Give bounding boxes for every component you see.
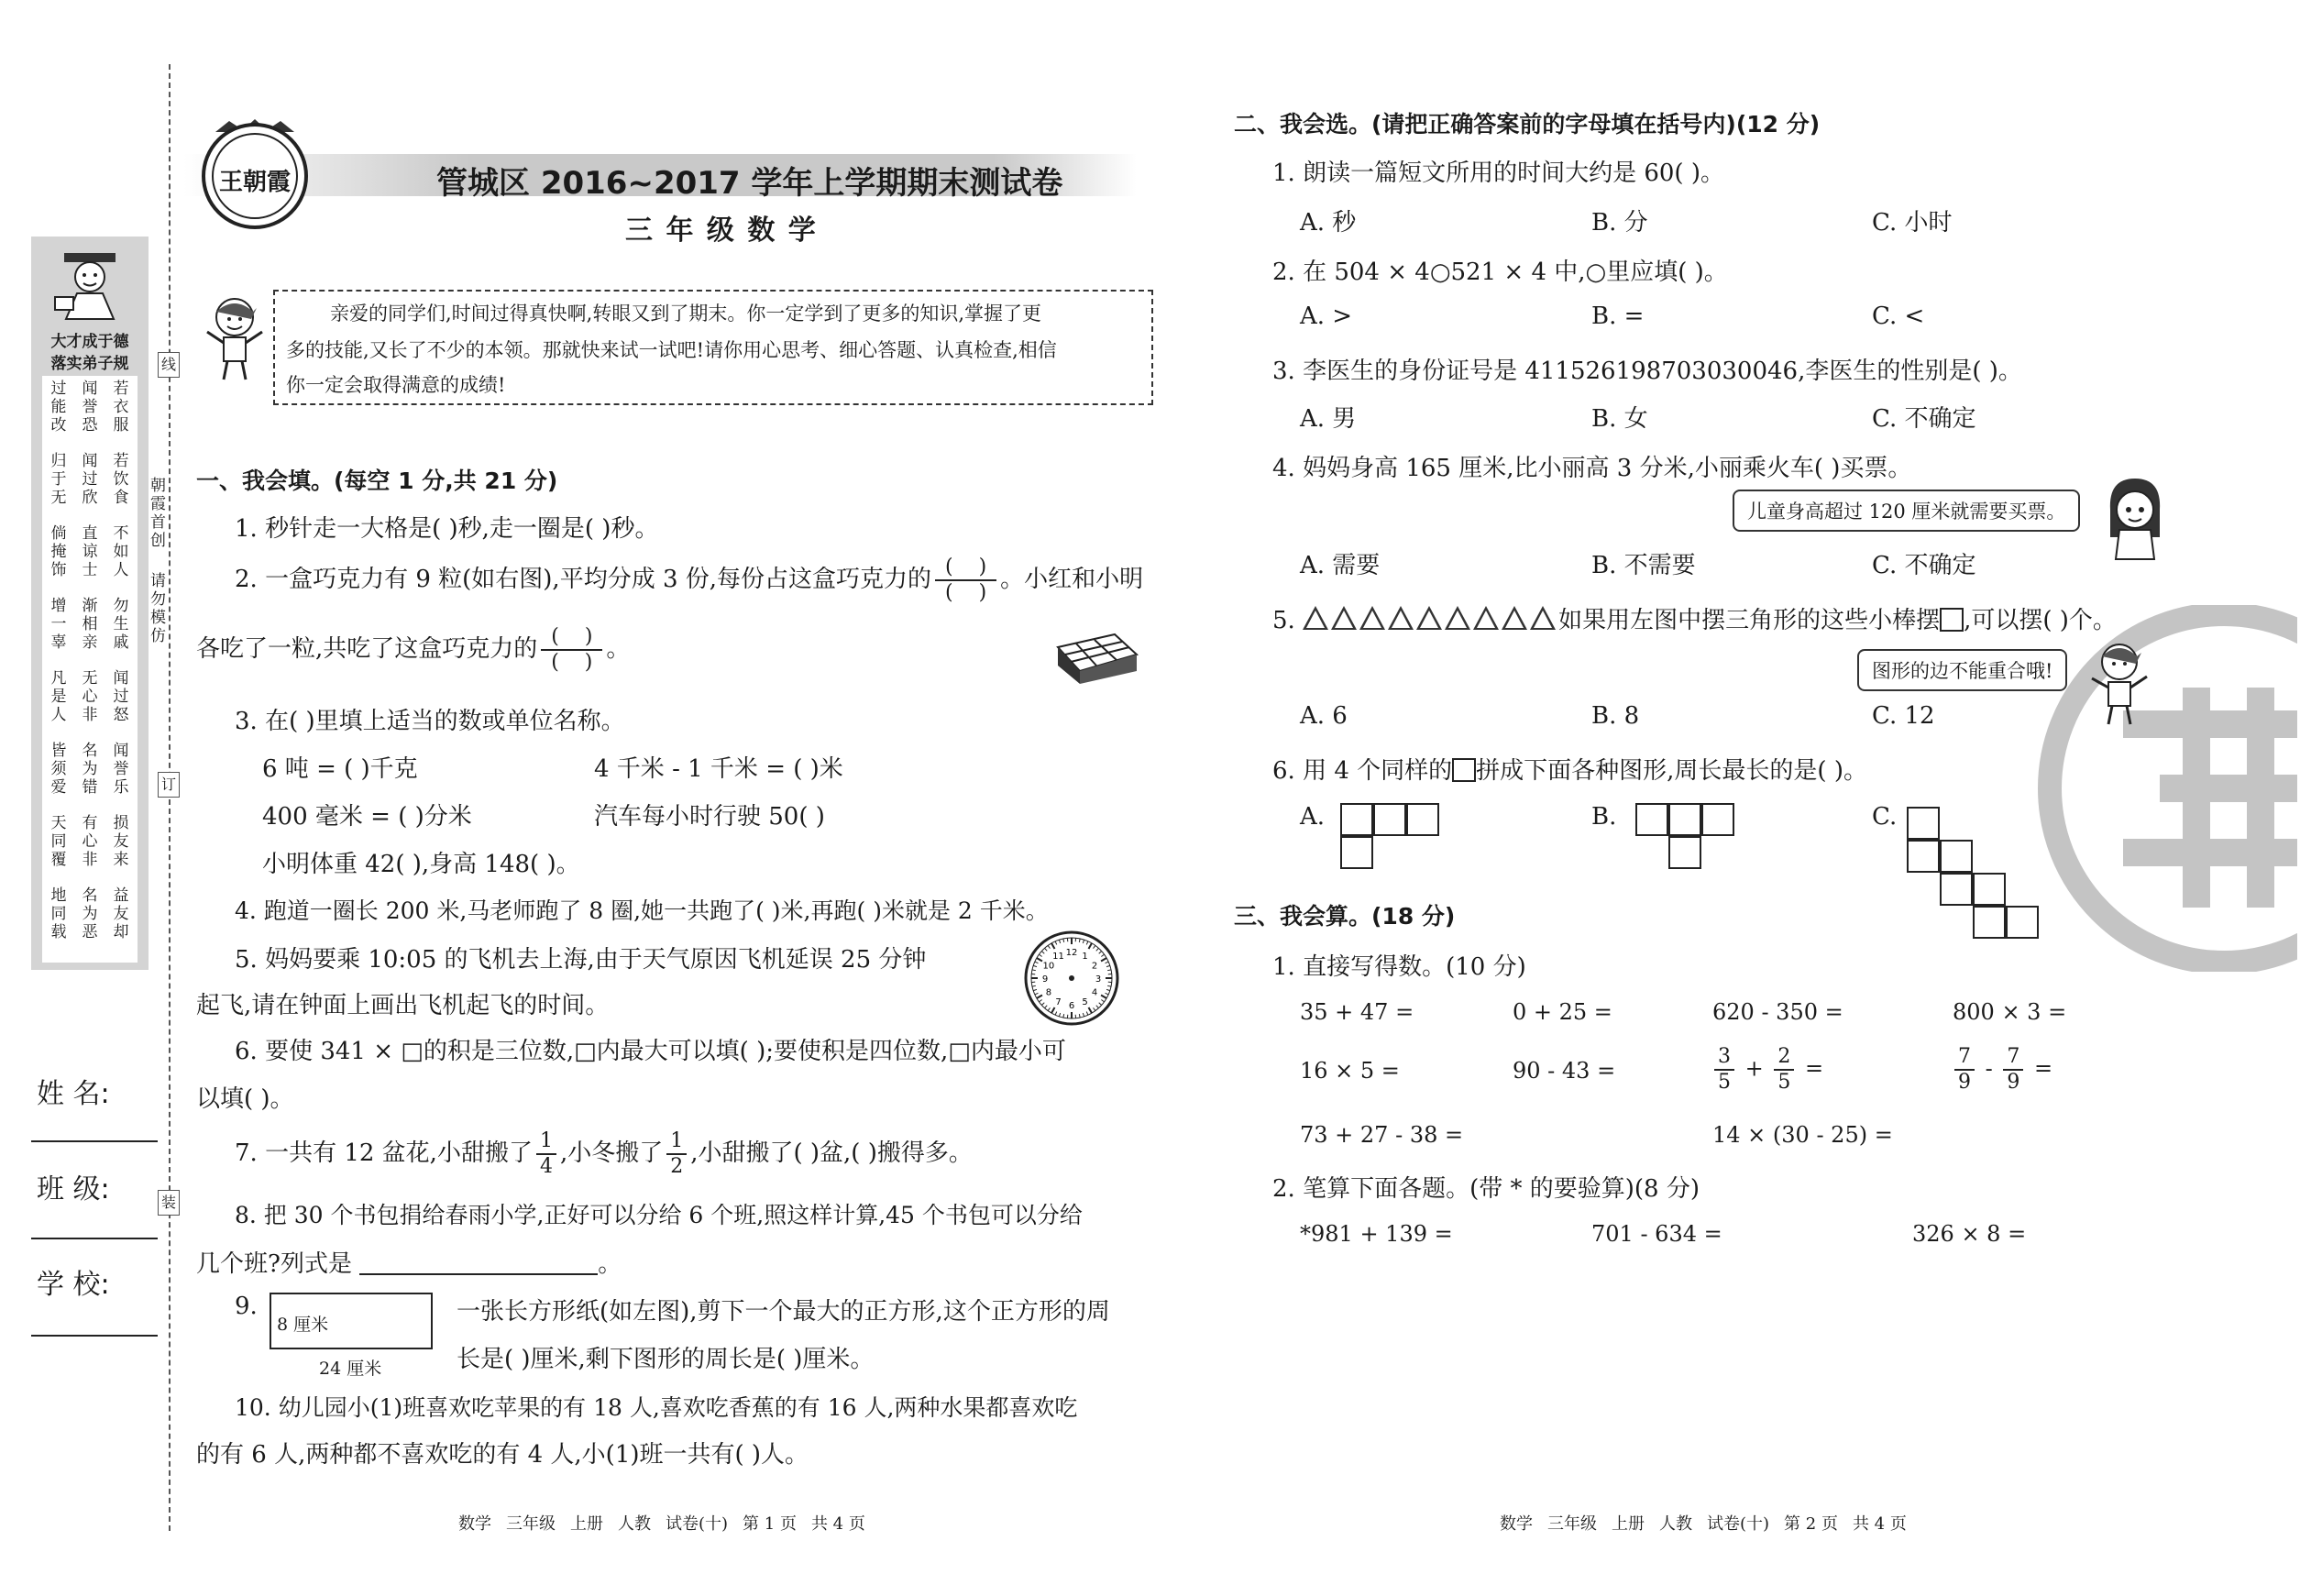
- exam-subject: 三 年 级 数 学: [625, 215, 818, 247]
- s1-q3-r2b: 汽车每小时行驶 50( ): [594, 803, 825, 831]
- edge-rule-bubble: 图形的边不能重合哦!: [1857, 649, 2067, 691]
- s2-q5-num: 5.: [1272, 607, 1295, 634]
- sidebar-verse-group: 名为错: [82, 742, 98, 797]
- s2-q6-opt-c[interactable]: C.: [1872, 803, 1898, 831]
- triangle-icon: [1445, 606, 1470, 630]
- s2-q6: [1272, 752, 1867, 786]
- sidebar-verse-group: 地同载: [50, 886, 67, 941]
- s2-q3-opt-b[interactable]: B. 女: [1591, 405, 1648, 433]
- name-field-line[interactable]: [31, 1140, 158, 1142]
- fold-label-zhuang: 装: [158, 1190, 180, 1216]
- triangle-icon: [1359, 606, 1385, 630]
- footer-right: 数学 三年级 上册 人教 试卷(十) 第 2 页 共 4 页: [1500, 1514, 1907, 1534]
- s1-q10-line1: 10. 幼儿园小(1)班喜欢吃苹果的有 18 人,喜欢吃香蕉的有 16 人,两种水果都喜欢吃: [235, 1394, 1078, 1421]
- s2-q1-opt-b[interactable]: B. 分: [1591, 209, 1648, 237]
- sidebar-motto-2: 落实弟子规: [50, 355, 129, 373]
- sidebar-verse-group: 直谅士: [82, 524, 98, 579]
- sidebar-verse-group: 皆须爱: [50, 742, 67, 797]
- fraction-half: $\frac{1}{2}$: [666, 1131, 687, 1177]
- calc-1: 35 + 47 =: [1300, 999, 1414, 1025]
- s1-q9-line1: 一张长方形纸(如左图),剪下一个最大的正方形,这个正方形的周: [457, 1298, 1110, 1326]
- sidebar-verse-group: 勿生戚: [113, 597, 129, 652]
- calc-9: *981 + 139 =: [1300, 1221, 1453, 1247]
- calc-4: 800 × 3 =: [1953, 999, 2067, 1025]
- s2-q4-opt-c[interactable]: C. 不确定: [1872, 552, 1976, 579]
- s1-q2-line2: [196, 627, 630, 673]
- square-shape-icon: [1452, 758, 1476, 782]
- s2-q3-opt-c[interactable]: C. 不确定: [1872, 405, 1976, 433]
- footer-left: 数学 三年级 上册 人教 试卷(十) 第 1 页 共 4 页: [458, 1514, 865, 1534]
- s1-q8-line1: 8. 把 30 个书包捐给春雨小学,正好可以分给 6 个班,照这样计算,45 个书包可以分给: [235, 1202, 1083, 1228]
- s1-q2-text-d: 。: [606, 635, 631, 663]
- s1-q3-r3: 小明体重 42( ),身高 148( )。: [262, 851, 580, 878]
- school-field-label: 学 校:: [37, 1269, 110, 1301]
- calc-6: 90 - 43 =: [1513, 1058, 1616, 1084]
- calc-8: 14 × (30 - 25) =: [1712, 1122, 1893, 1148]
- s2-q6-text-a: 6. 用 4 个同样的: [1272, 757, 1453, 785]
- sidebar-verse-group: 闻过怒: [113, 669, 129, 724]
- calc-10: 701 - 634 =: [1591, 1221, 1722, 1247]
- s1-q3-r2a: 400 毫米 = ( )分米: [262, 803, 472, 831]
- s1-q8-text-c: 。: [598, 1250, 622, 1278]
- section2-heading: 二、我会选。(请把正确答案前的字母填在括号内)(12 分): [1234, 111, 1821, 138]
- s1-q2-line1: [235, 557, 1143, 603]
- clock-numeral: 8: [1045, 987, 1052, 998]
- mascot-pirate-right: [2086, 636, 2151, 728]
- s1-q9-num: 9.: [235, 1293, 258, 1320]
- s3-sub2: 2. 笔算下面各题。(带 * 的要验算)(8 分): [1272, 1175, 1700, 1203]
- triangle-icon: [1416, 606, 1442, 630]
- s1-q9-line2: 长是( )厘米,剩下图形的周长是( )厘米。: [457, 1346, 875, 1373]
- s2-q6-opt-a[interactable]: A.: [1300, 803, 1326, 831]
- clock-numeral: 6: [1068, 1001, 1075, 1011]
- triangle-sticks-figure: [1303, 607, 1558, 634]
- rectangle-figure: [270, 1293, 433, 1349]
- sidebar-verse-group: 倘掩饰: [50, 524, 67, 579]
- shape-option-c: [1907, 807, 2046, 944]
- s2-q4: 4. 妈妈身高 165 厘米,比小丽高 3 分米,小丽乘火车( )买票。: [1272, 455, 1912, 482]
- triangle-icon: [1502, 606, 1527, 630]
- sidebar-motto-panel: [31, 237, 149, 970]
- s2-q4-opt-a[interactable]: A. 需要: [1300, 552, 1381, 579]
- sidebar-verse-group: 增一辜: [50, 597, 67, 652]
- s1-q2-text-a: 2. 一盒巧克力有 9 粒(如右图),平均分成 3 份,每份占这盒巧克力的: [235, 566, 932, 593]
- fold-label-ding: 订: [158, 772, 180, 798]
- logo-text: 王朝霞: [218, 169, 291, 196]
- side-note-1: 朝霞首创: [150, 477, 166, 550]
- sidebar-verse-group: 损友来: [113, 814, 129, 869]
- sidebar-motto-1: 大才成于德: [50, 333, 129, 351]
- s1-q4: 4. 跑道一圈长 200 米,马老师跑了 8 圈,她一共跑了( )米,再跑( )米就是 2 千米。: [235, 897, 1049, 924]
- s1-q6-line1: 6. 要使 341 × □的积是三位数,□内最大可以填( );要使积是四位数,□内最小可: [235, 1038, 1066, 1065]
- calc-3: 620 - 350 =: [1712, 999, 1843, 1025]
- s1-q5-line2: 起飞,请在钟面上画出飞机起飞的时间。: [196, 992, 610, 1019]
- s1-q8-line2: [196, 1245, 622, 1279]
- sidebar-verse-group: 过能改: [50, 380, 67, 435]
- mascot-pirate-left: [202, 292, 268, 383]
- s1-q2-text-c: 各吃了一粒,共吃了这盒巧克力的: [196, 635, 538, 663]
- school-field-line[interactable]: [31, 1335, 158, 1337]
- rect-width-label: 24 厘米: [319, 1359, 382, 1379]
- s2-q2-opt-a[interactable]: A. >: [1300, 303, 1353, 330]
- sidebar-verse-group: 闻誉恐: [82, 380, 98, 435]
- calc-11: 326 × 8 =: [1912, 1221, 2027, 1247]
- s2-q5-opt-a[interactable]: A. 6: [1300, 702, 1348, 730]
- triangle-icon: [1473, 606, 1499, 630]
- sidebar-verse-panel: [42, 376, 138, 963]
- sidebar-verse-group: 若衣服: [113, 380, 129, 435]
- section1-heading: 一、我会填。(每空 1 分,共 21 分): [196, 468, 558, 494]
- sidebar-verse-group: 益友却: [113, 886, 129, 941]
- clock-numeral: 1: [1082, 951, 1088, 962]
- s2-q6-text-b: 拼成下面各种图形,周长最长的是( )。: [1476, 757, 1867, 785]
- clock-numeral: 5: [1082, 997, 1088, 1008]
- s1-q3-r1b: 4 千米 - 1 千米 = ( )米: [594, 755, 843, 783]
- s2-q5-opt-c[interactable]: C. 12: [1872, 702, 1935, 730]
- s2-q3-opt-a[interactable]: A. 男: [1300, 405, 1357, 433]
- s2-q6-opt-b[interactable]: B.: [1591, 803, 1617, 831]
- clock-numeral: 11: [1052, 951, 1064, 962]
- triangle-icon: [1331, 606, 1357, 630]
- sidebar-verse-group: 有心非: [82, 814, 98, 869]
- s1-q7-text-a: 7. 一共有 12 盆花,小甜搬了: [235, 1139, 533, 1167]
- s1-q7-text-b: ,小冬搬了: [559, 1139, 664, 1167]
- triangle-icon: [1388, 606, 1414, 630]
- calc-fraction-add: $\frac{3}{5}$ + $\frac{2}{5}$ =: [1711, 1047, 1823, 1093]
- s2-q5-text-a: 如果用左图中摆三角形的这些小棒摆: [1558, 607, 1941, 634]
- sidebar-verse-group: 渐相亲: [82, 597, 98, 652]
- chocolate-box-icon: [1049, 631, 1140, 686]
- calc-2: 0 + 25 =: [1513, 999, 1612, 1025]
- sidebar-verse-group: 凡是人: [50, 669, 67, 724]
- s2-q2-opt-c[interactable]: C. <: [1872, 303, 1925, 330]
- s1-q6-line2: 以填( )。: [196, 1085, 294, 1113]
- s2-q1-opt-c[interactable]: C. 小时: [1872, 209, 1953, 237]
- sidebar-verse-group: 无心非: [82, 669, 98, 724]
- clock-numeral: 10: [1042, 961, 1055, 972]
- name-field-label: 姓 名:: [37, 1078, 110, 1110]
- scholar-illustration: [51, 248, 128, 321]
- s1-q8-text-b: 几个班?列式是: [196, 1250, 352, 1278]
- intro-line-2: 多的技能,又长了不少的本领。那就快来试一试吧!请你用心思考、细心答题、认真检查,相信: [286, 339, 1057, 361]
- s1-q7-text-c: ,小甜搬了( )盆,( )搬得多。: [690, 1139, 973, 1167]
- logo: [197, 116, 313, 231]
- side-note-2: 请勿模仿: [150, 572, 166, 645]
- clock-face[interactable]: [1023, 930, 1120, 1027]
- sidebar-verse-group: 天同覆: [50, 814, 67, 869]
- girl-mascot: [2101, 473, 2169, 561]
- s2-q1: 1. 朗读一篇短文所用的时间大约是 60( )。: [1272, 160, 1724, 187]
- calc-7: 73 + 27 - 38 =: [1300, 1122, 1464, 1148]
- s1-q2-text-b: 。小红和小明: [1000, 566, 1144, 593]
- clock-numeral: 9: [1041, 974, 1049, 985]
- fraction-quarter: $\frac{1}{4}$: [536, 1131, 556, 1177]
- intro-line-3: 你一定会取得满意的成绩!: [286, 374, 506, 396]
- blank-fraction[interactable]: ( ) ( ): [541, 627, 602, 673]
- s2-q1-opt-a[interactable]: A. 秒: [1300, 209, 1357, 237]
- s2-q4-opt-b[interactable]: B. 不需要: [1591, 552, 1696, 579]
- clock-numeral: 2: [1091, 961, 1098, 972]
- calc-fraction-sub: $\frac{7}{9}$ - $\frac{7}{9}$ =: [1951, 1047, 2052, 1093]
- sidebar-verse-group: 闻誉乐: [113, 742, 129, 797]
- s1-q1: 1. 秒针走一大格是( )秒,走一圈是( )秒。: [235, 515, 659, 543]
- s3-sub1: 1. 直接写得数。(10 分): [1272, 953, 1526, 981]
- rect-height-label: 8 厘米: [277, 1315, 329, 1335]
- exam-title: 管城区 2016~2017 学年上学期期末测试卷: [436, 165, 1063, 202]
- clock-numeral: 7: [1055, 997, 1062, 1008]
- s2-q3: 3. 李医生的身份证号是 411526198703030046,李医生的性别是( )。: [1272, 358, 2022, 385]
- s1-q3-r1a: 6 吨 = ( )千克: [262, 755, 418, 783]
- square-shape-icon: [1940, 608, 1964, 632]
- fold-label-xian: 线: [158, 352, 180, 378]
- section3-heading: 三、我会算。(18 分): [1234, 903, 1456, 930]
- s2-q2: 2. 在 504 × 4○521 × 4 中,○里应填( )。: [1272, 259, 1728, 286]
- triangle-icon: [1303, 606, 1328, 630]
- sidebar-verse-group: 闻过欣: [82, 452, 98, 507]
- clock-numeral: 4: [1091, 987, 1098, 998]
- sidebar-verse-group: 不如人: [113, 524, 129, 579]
- calc-5: 16 × 5 =: [1300, 1058, 1400, 1084]
- s2-q2-opt-b[interactable]: B. =: [1591, 303, 1645, 330]
- s1-q5-line1: 5. 妈妈要乘 10:05 的飞机去上海,由于天气原因飞机延误 25 分钟: [235, 946, 927, 974]
- clock-numeral: 3: [1095, 974, 1102, 985]
- triangle-icon: [1530, 606, 1556, 630]
- sidebar-verse-group: 若饮食: [113, 452, 129, 507]
- intro-line-1: 亲爱的同学们,时间过得真快啊,转眼又到了期末。你一定学到了更多的知识,掌握了更: [330, 303, 1042, 325]
- clock-numeral: 12: [1065, 948, 1078, 958]
- s2-q5-opt-b[interactable]: B. 8: [1591, 702, 1640, 730]
- height-rule-bubble: 儿童身高超过 120 厘米就需要买票。: [1733, 490, 2080, 532]
- class-field-line[interactable]: [31, 1238, 158, 1239]
- answer-line[interactable]: [359, 1273, 598, 1275]
- s1-q7: [235, 1131, 973, 1177]
- shape-option-b: [1635, 803, 1738, 873]
- s2-q5-text-b: ,可以摆( )个。: [1964, 607, 2117, 634]
- blank-fraction[interactable]: ( ) ( ): [935, 557, 996, 603]
- sidebar-verse-group: 名为恶: [82, 886, 98, 941]
- class-field-label: 班 级:: [37, 1173, 110, 1205]
- s1-q3: 3. 在( )里填上适当的数或单位名称。: [235, 708, 625, 735]
- s1-q10-line2: 的有 6 人,两种都不喜欢吃的有 4 人,小(1)班一共有( )人。: [196, 1441, 809, 1469]
- dashed-binding-line: [169, 64, 171, 1531]
- shape-option-a: [1340, 803, 1443, 873]
- sidebar-verse-group: 归于无: [50, 452, 67, 507]
- s2-q5: [1272, 601, 2117, 635]
